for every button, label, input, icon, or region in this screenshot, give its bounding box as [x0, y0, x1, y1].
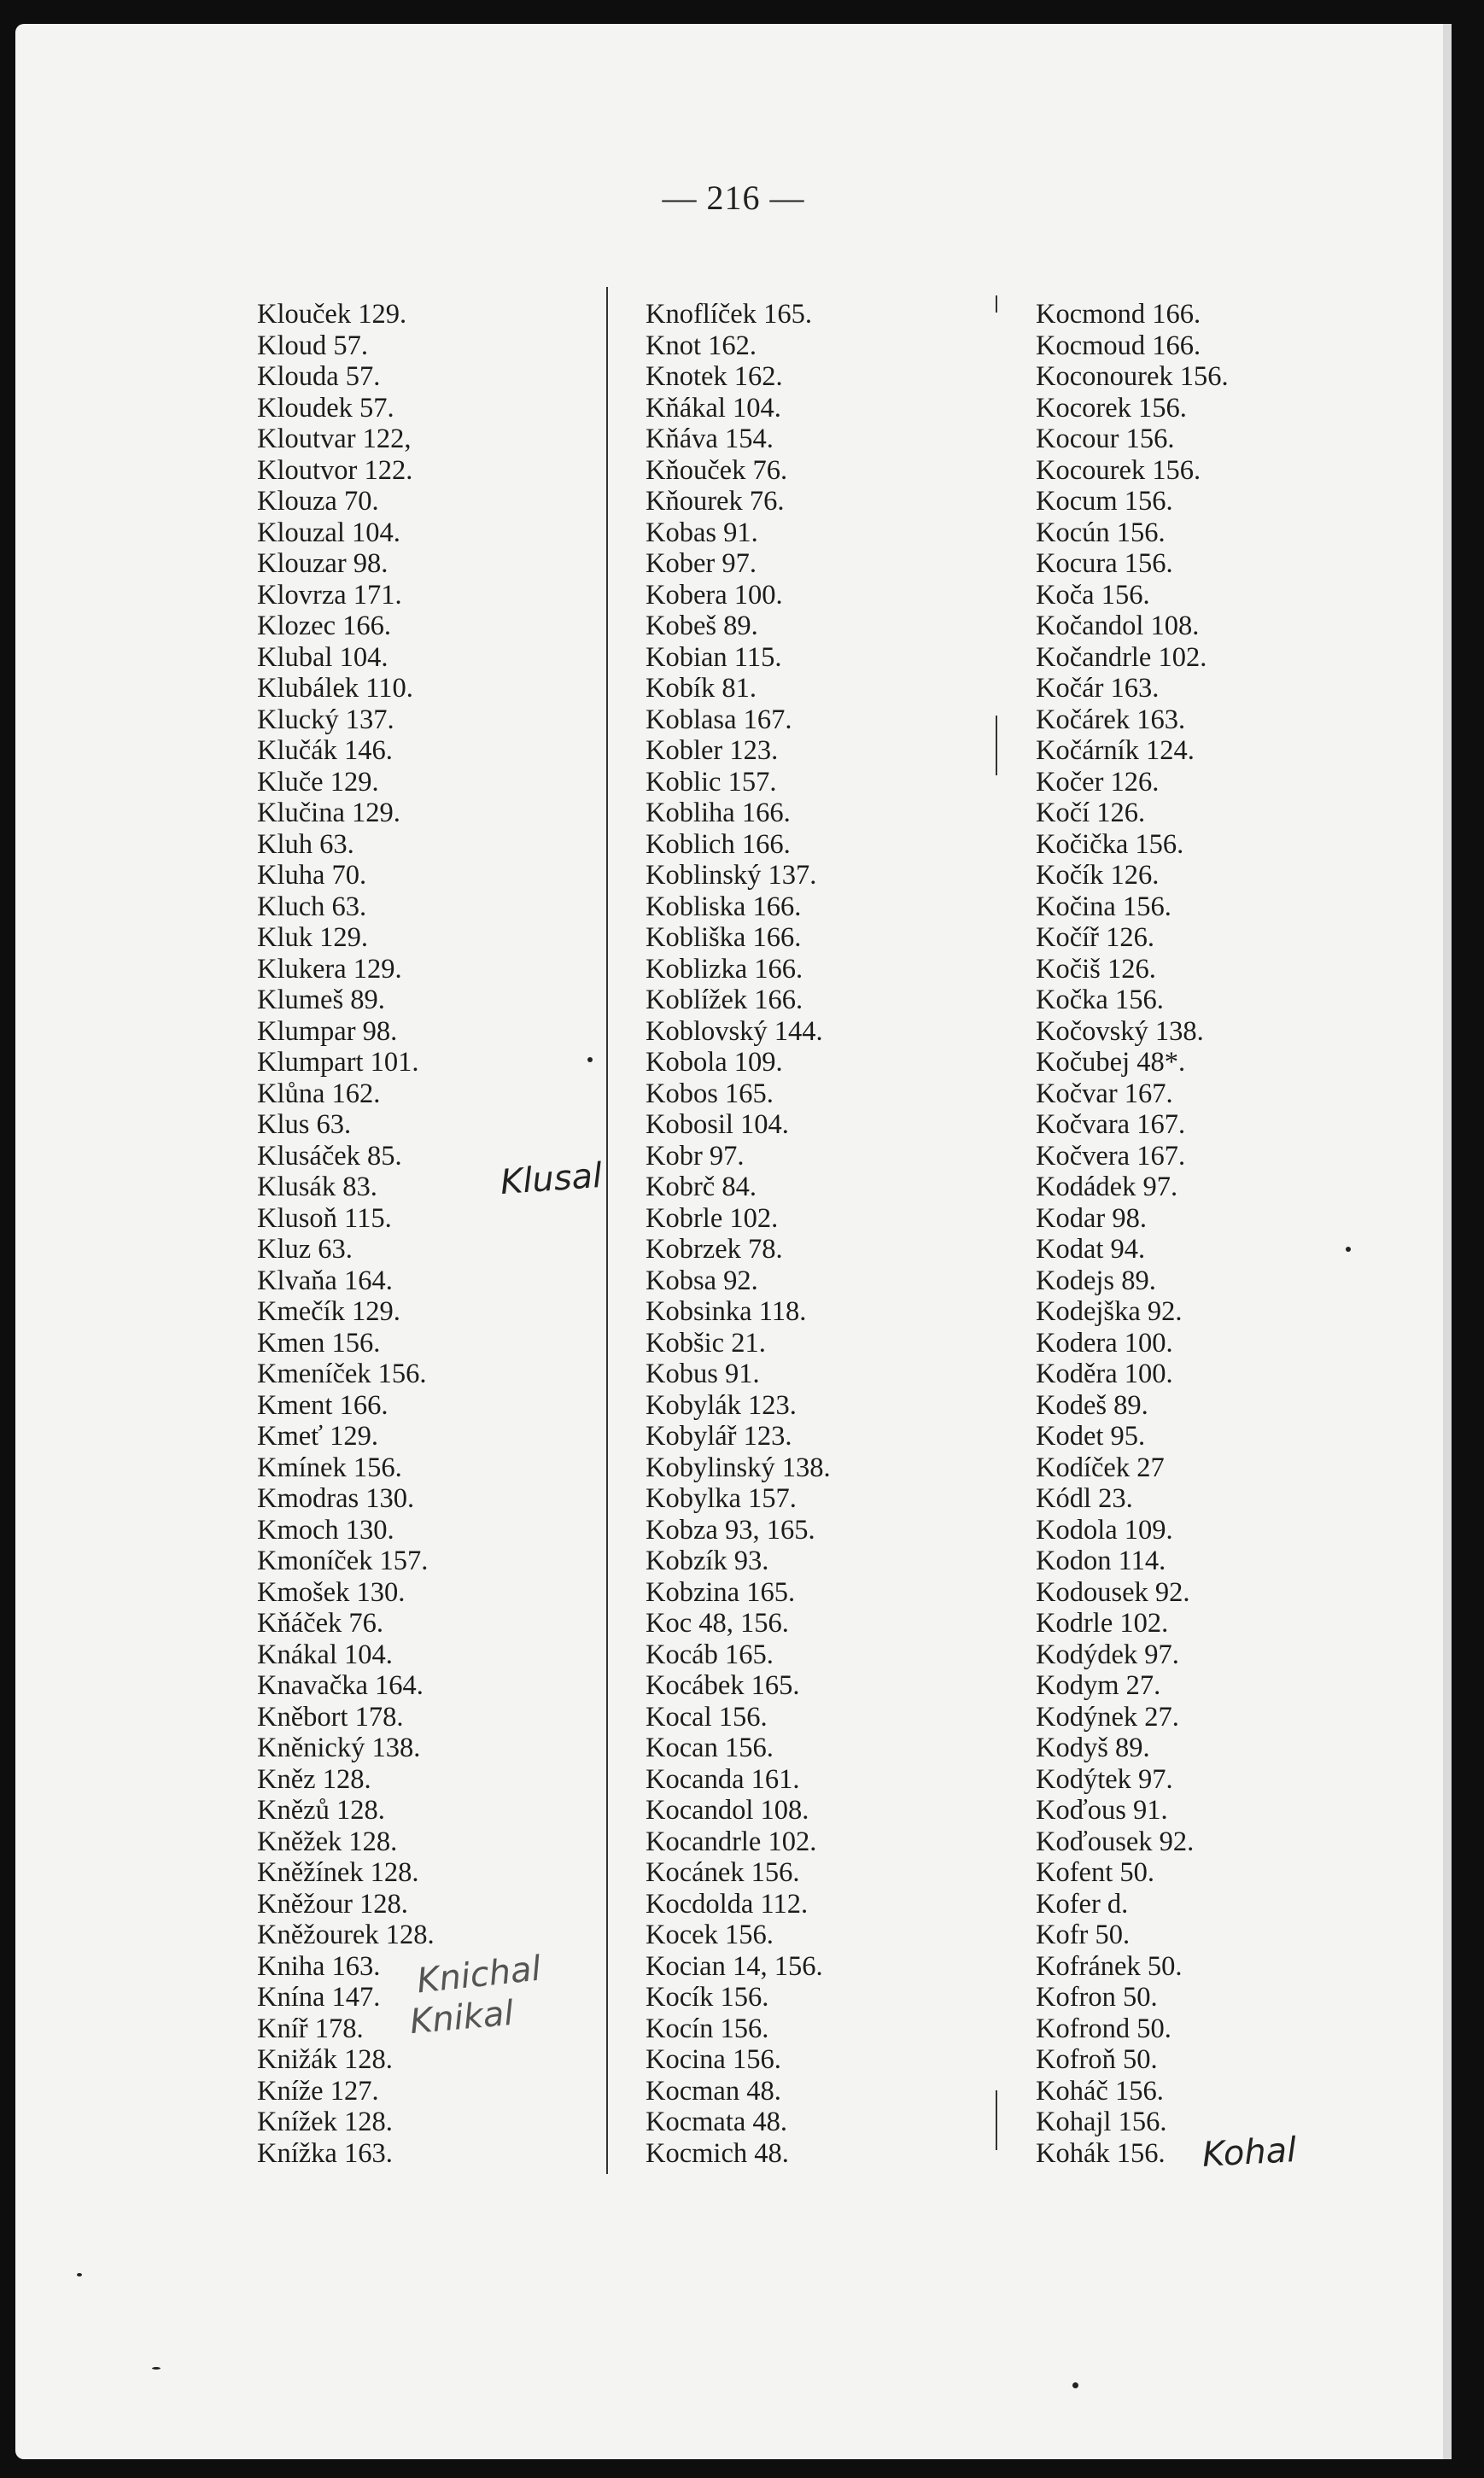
- index-entry: Kodrle 102.: [1036, 1608, 1169, 1639]
- index-entry: Kocandol 108.: [646, 1795, 809, 1826]
- index-column-2: [646, 299, 831, 2169]
- index-entry: Kočandol 108.: [1036, 611, 1200, 641]
- index-entry: Kočička 156.: [1036, 828, 1184, 860]
- book-page: [15, 24, 1452, 2459]
- index-column-3: [1036, 299, 1229, 2169]
- index-entry: Kňourek 76.: [646, 486, 785, 517]
- index-entry: Kocour 156.: [1036, 424, 1175, 454]
- index-entry: Kocún 156.: [1036, 517, 1166, 548]
- index-entry: Kocmond 166.: [1036, 299, 1201, 330]
- index-entry: Kniha 163.: [257, 1950, 381, 1982]
- ink-speck: [1346, 1247, 1351, 1252]
- page-edge: [1443, 24, 1452, 2459]
- index-entry: Klozec 166.: [257, 611, 392, 641]
- handwritten-note-knichal: Knichal: [414, 1949, 543, 2002]
- index-entry: Kodyš 89.: [1036, 1733, 1150, 1763]
- index-entry: Kočina 156.: [1036, 891, 1171, 922]
- index-entry: Kodýtek 97.: [1036, 1763, 1173, 1795]
- index-entry: Kněnický 138.: [257, 1733, 421, 1763]
- index-entry: Klusák 83.: [257, 1172, 377, 1202]
- index-entry: Kodat 94.: [1036, 1234, 1146, 1265]
- index-entry: Kobian 115.: [646, 641, 782, 673]
- index-entry: Klumeš 89.: [257, 985, 385, 1015]
- index-entry: Kobola 109.: [646, 1047, 783, 1078]
- index-entry: Koblinský 137.: [646, 860, 817, 891]
- ink-speck: [152, 2367, 161, 2370]
- index-entry: Kofr 50.: [1036, 1920, 1131, 1950]
- index-entry: Kočandrle 102.: [1036, 641, 1207, 673]
- index-entry: Kocdolda 112.: [646, 1888, 809, 1920]
- index-entry: Klučák 146.: [257, 735, 393, 766]
- index-entry: Kňákal 104.: [646, 392, 781, 424]
- index-entry: Kocandrle 102.: [646, 1826, 817, 1857]
- index-entry: Klus 63.: [257, 1109, 352, 1140]
- index-entry: Klusoň 115.: [257, 1202, 392, 1234]
- index-entry: Kofer d.: [1036, 1888, 1129, 1920]
- index-entry: Kódl 23.: [1036, 1483, 1133, 1514]
- index-entry: Klucký 137.: [257, 704, 394, 735]
- index-entry: Kobík 81.: [646, 673, 757, 704]
- index-entry: Kobzík 93.: [646, 1546, 769, 1576]
- index-entry: Kobsinka 118.: [646, 1296, 807, 1327]
- index-entry: Kodýnek 27.: [1036, 1701, 1179, 1733]
- index-entry: Kobsa 92.: [646, 1265, 758, 1296]
- index-entry: Kofroň 50.: [1036, 2044, 1158, 2075]
- index-entry: Kodet 95.: [1036, 1421, 1146, 1452]
- index-entry: Kodar 98.: [1036, 1202, 1147, 1234]
- index-entry: Knavačka 164.: [257, 1670, 424, 1701]
- index-entry: Kment 166.: [257, 1389, 389, 1421]
- index-entry: Klouda 57.: [257, 361, 381, 392]
- index-entry: Kofron 50.: [1036, 1982, 1158, 2013]
- index-entry: Kocánek 156.: [646, 1857, 800, 1888]
- index-entry: Klubálek 110.: [257, 673, 413, 704]
- index-entry: Koblížek 166.: [646, 985, 803, 1015]
- index-entry: Kohajl 156.: [1036, 2107, 1167, 2137]
- index-entry: Knižák 128.: [257, 2044, 393, 2075]
- index-entry: Kocek 156.: [646, 1920, 774, 1950]
- index-entry: Koblic 157.: [646, 766, 777, 798]
- index-entry: Kocourek 156.: [1036, 454, 1201, 486]
- index-entry: Kočubej 48*.: [1036, 1047, 1186, 1078]
- index-entry: Kobrzek 78.: [646, 1234, 783, 1265]
- index-entry: Kodejs 89.: [1036, 1265, 1156, 1296]
- index-entry: Kníže 127.: [257, 2075, 379, 2107]
- index-entry: Kofrond 50.: [1036, 2013, 1171, 2044]
- index-entry: Kocian 14, 156.: [646, 1950, 823, 1982]
- index-entry: Kněžínek 128.: [257, 1857, 419, 1888]
- index-entry: Kobosil 104.: [646, 1109, 789, 1140]
- index-entry: Koblich 166.: [646, 828, 791, 860]
- index-entry: Kocmata 48.: [646, 2107, 788, 2137]
- index-entry: Kmečík 129.: [257, 1296, 400, 1327]
- index-entry: Kobylinský 138.: [646, 1452, 831, 1483]
- index-entry: Kmen 156.: [257, 1327, 381, 1359]
- index-entry: Koc 48, 156.: [646, 1608, 789, 1639]
- index-entry: Kocum 156.: [1036, 486, 1173, 517]
- index-entry: Kocík 156.: [646, 1982, 769, 2013]
- index-entry: Kocáb 165.: [646, 1639, 774, 1670]
- index-entry: Kohák 156.: [1036, 2137, 1166, 2169]
- index-entry: Klvaňa 164.: [257, 1265, 393, 1296]
- index-entry: Kocina 156.: [646, 2044, 781, 2075]
- index-entry: Kočvar 167.: [1036, 1078, 1173, 1109]
- index-entry: Klouček 129.: [257, 299, 407, 330]
- index-entry: Kocman 48.: [646, 2075, 781, 2107]
- index-entry: Knotek 162.: [646, 361, 783, 392]
- index-entry: Knězů 128.: [257, 1795, 385, 1826]
- index-entry: Kocorek 156.: [1036, 392, 1187, 424]
- page-number: — 216 —: [662, 178, 805, 217]
- index-entry: Koďous 91.: [1036, 1795, 1168, 1826]
- index-entry: Kočvara 167.: [1036, 1109, 1186, 1140]
- index-entry: Kobylka 157.: [646, 1483, 797, 1514]
- index-entry: Kňouček 76.: [646, 454, 788, 486]
- index-entry: Kodera 100.: [1036, 1327, 1173, 1359]
- index-entry: Kofránek 50.: [1036, 1950, 1183, 1982]
- handwritten-note-klusal: Klusal: [499, 1155, 604, 1203]
- column-rule: [996, 295, 997, 313]
- index-entry: Koča 156.: [1036, 579, 1150, 611]
- index-entry: Kníř 178.: [257, 2013, 364, 2044]
- index-entry: Knížka 163.: [257, 2137, 393, 2169]
- index-entry: Klůna 162.: [257, 1078, 381, 1109]
- index-entry: Koconourek 156.: [1036, 361, 1229, 392]
- index-entry: Kočiš 126.: [1036, 953, 1156, 985]
- index-entry: Kocan 156.: [646, 1733, 774, 1763]
- index-entry: Kmoch 130.: [257, 1514, 394, 1546]
- index-entry: Kodym 27.: [1036, 1670, 1161, 1701]
- index-entry: Klubal 104.: [257, 641, 389, 673]
- index-entry: Kodeš 89.: [1036, 1389, 1148, 1421]
- index-entry: Kmošek 130.: [257, 1576, 406, 1608]
- index-entry: Klouza 70.: [257, 486, 379, 517]
- index-entry: Kobliška 166.: [646, 922, 802, 953]
- index-entry: Koblovský 144.: [646, 1015, 823, 1047]
- index-entry: Kodýdek 97.: [1036, 1639, 1179, 1670]
- index-entry: Kodola 109.: [1036, 1514, 1173, 1546]
- index-entry: Kočí 126.: [1036, 798, 1146, 828]
- index-entry: Kobliha 166.: [646, 798, 791, 828]
- index-entry: Kmoníček 157.: [257, 1546, 429, 1576]
- index-entry: Kobos 165.: [646, 1078, 774, 1109]
- index-entry: Knot 162.: [646, 330, 757, 361]
- index-entry: Klumpart 101.: [257, 1047, 419, 1078]
- index-entry: Kočárník 124.: [1036, 735, 1195, 766]
- index-entry: Kobler 123.: [646, 735, 779, 766]
- index-entry: Kloutvor 122.: [257, 454, 413, 486]
- index-entry: Kocmoud 166.: [1036, 330, 1201, 361]
- index-entry: Koblasa 167.: [646, 704, 792, 735]
- index-entry: Kněžourek 128.: [257, 1920, 435, 1950]
- index-entry: Klučina 129.: [257, 798, 400, 828]
- index-entry: Kobr 97.: [646, 1140, 745, 1172]
- index-entry: Kobus 91.: [646, 1359, 760, 1389]
- ink-speck: [587, 1057, 593, 1062]
- index-entry: Koděra 100.: [1036, 1359, 1173, 1389]
- index-entry: Kněz 128.: [257, 1763, 371, 1795]
- index-entry: Kober 97.: [646, 548, 757, 579]
- column-rule: [996, 2090, 997, 2150]
- index-entry: Kluk 129.: [257, 922, 368, 953]
- index-entry: Kloudek 57.: [257, 392, 394, 424]
- index-entry: Klouzal 104.: [257, 517, 400, 548]
- index-column-1: [257, 299, 435, 2169]
- index-entry: Kocábek 165.: [646, 1670, 800, 1701]
- index-entry: Kofent 50.: [1036, 1857, 1154, 1888]
- index-entry: Kluch 63.: [257, 891, 367, 922]
- index-entry: Kočka 156.: [1036, 985, 1164, 1015]
- index-entry: Kocanda 161.: [646, 1763, 800, 1795]
- index-entry: Kočíř 126.: [1036, 922, 1154, 953]
- index-entry: Kodon 114.: [1036, 1546, 1166, 1576]
- index-entry: Knížek 128.: [257, 2107, 393, 2137]
- index-entry: Kněžek 128.: [257, 1826, 398, 1857]
- index-entry: Kluče 129.: [257, 766, 379, 798]
- index-entry: Kmeníček 156.: [257, 1359, 427, 1389]
- index-entry: Kočár 163.: [1036, 673, 1160, 704]
- index-entry: Kobeš 89.: [646, 611, 758, 641]
- index-entry: Kocura 156.: [1036, 548, 1173, 579]
- index-entry: Koháč 156.: [1036, 2075, 1164, 2107]
- index-entry: Klouzar 98.: [257, 548, 389, 579]
- index-entry: Kobrle 102.: [646, 1202, 779, 1234]
- index-entry: Kloud 57.: [257, 330, 368, 361]
- index-entry: Kluz 63.: [257, 1234, 353, 1265]
- index-entry: Kloutvar 122,: [257, 424, 412, 454]
- index-entry: Kobylář 123.: [646, 1421, 792, 1452]
- index-entry: Klumpar 98.: [257, 1015, 398, 1047]
- index-entry: Kocal 156.: [646, 1701, 768, 1733]
- index-entry: Kňáva 154.: [646, 424, 774, 454]
- column-rule: [996, 716, 997, 775]
- index-entry: Kmínek 156.: [257, 1452, 402, 1483]
- index-entry: Kobza 93, 165.: [646, 1514, 815, 1546]
- index-entry: Kobas 91.: [646, 517, 758, 548]
- index-entry: Knoflíček 165.: [646, 299, 812, 330]
- index-entry: Klovrza 171.: [257, 579, 402, 611]
- index-entry: Kočík 126.: [1036, 860, 1160, 891]
- index-entry: Kodíček 27: [1036, 1452, 1165, 1483]
- index-entry: Kobrč 84.: [646, 1172, 757, 1202]
- index-entry: Kočovský 138.: [1036, 1015, 1204, 1047]
- index-entry: Kobylák 123.: [646, 1389, 797, 1421]
- index-entry: Klusáček 85.: [257, 1140, 402, 1172]
- index-entry: Klukera 129.: [257, 953, 402, 985]
- index-entry: Kmeť 129.: [257, 1421, 379, 1452]
- index-entry: Kočárek 163.: [1036, 704, 1186, 735]
- index-entry: Kluh 63.: [257, 828, 354, 860]
- index-entry: Kněžour 128.: [257, 1888, 408, 1920]
- index-entry: Kočer 126.: [1036, 766, 1160, 798]
- index-entry: Kluha 70.: [257, 860, 367, 891]
- index-entry: Kodousek 92.: [1036, 1576, 1190, 1608]
- index-entry: Kobzina 165.: [646, 1576, 796, 1608]
- index-entry: Kodádek 97.: [1036, 1172, 1178, 1202]
- column-rule: [606, 287, 608, 2174]
- handwritten-note-knikal: Knikal: [408, 1993, 516, 2043]
- index-entry: Kocmich 48.: [646, 2137, 789, 2169]
- index-entry: Knákal 104.: [257, 1639, 393, 1670]
- index-entry: Koďousek 92.: [1036, 1826, 1195, 1857]
- index-entry: Kodejška 92.: [1036, 1296, 1183, 1327]
- index-entry: Koblizka 166.: [646, 953, 803, 985]
- index-entry: Kočvera 167.: [1036, 1140, 1186, 1172]
- index-entry: Kobliska 166.: [646, 891, 802, 922]
- handwritten-note-kohal: Kohal: [1201, 2130, 1298, 2175]
- ink-speck: [1072, 2382, 1078, 2388]
- index-entry: Kocín 156.: [646, 2013, 769, 2044]
- ink-speck: [77, 2273, 82, 2276]
- index-entry: Kněbort 178.: [257, 1701, 404, 1733]
- index-entry: Kmodras 130.: [257, 1483, 415, 1514]
- index-entry: Kobera 100.: [646, 579, 783, 611]
- index-entry: Kňáček 76.: [257, 1608, 383, 1639]
- index-entry: Knína 147.: [257, 1982, 381, 2013]
- index-entry: Kobšic 21.: [646, 1327, 766, 1359]
